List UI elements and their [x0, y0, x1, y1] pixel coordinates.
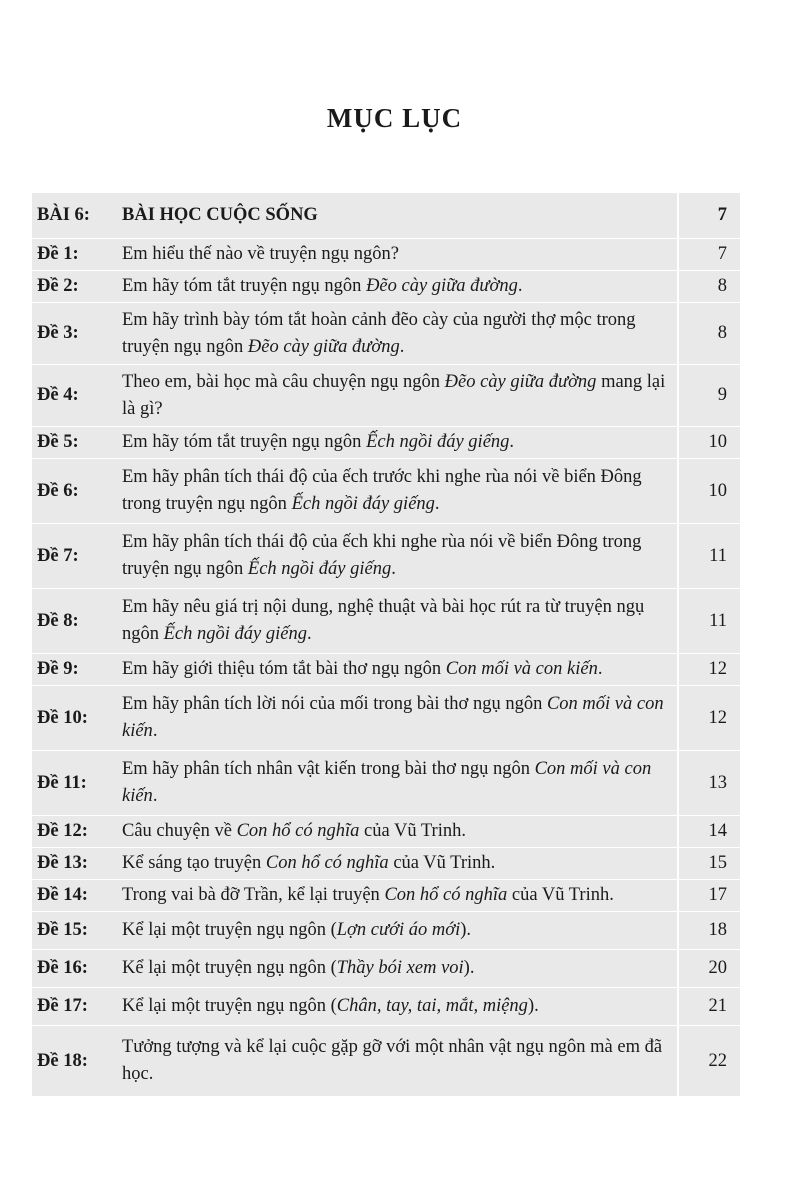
- toc-entry-row: [32, 365, 740, 427]
- toc-title-text: Em hãy phân tích nhân vật kiến trong bài thơ ngụ ngôn: [122, 759, 535, 779]
- toc-entry-row: [32, 848, 740, 880]
- toc-entry-title: [122, 686, 679, 750]
- toc-title-italic: Con mối và con kiến: [445, 659, 598, 679]
- toc-title-italic: Lợn cưới áo mới: [336, 920, 461, 940]
- toc-title-text: ).: [460, 920, 472, 940]
- toc-entry-label: Đề 6:: [37, 480, 79, 501]
- toc-title-text: .: [597, 659, 603, 679]
- toc-entry-row: [32, 239, 740, 271]
- toc-entry-label: Đề 2:: [37, 276, 79, 296]
- toc-entry-row: [32, 459, 740, 524]
- toc-entry-label: Đề 16:: [37, 958, 88, 978]
- toc-page-number: 11: [709, 610, 727, 631]
- toc-title-text: Kể lại một truyện ngụ ngôn (: [122, 996, 337, 1016]
- toc-title-italic: Ếch ngồi đáy giếng: [291, 494, 435, 514]
- toc-title-text: Em hãy phân tích lời nói của mối trong bài thơ ngụ ngôn: [122, 694, 547, 714]
- toc-title-text: .: [152, 786, 158, 806]
- toc-entry-label: Đề 11:: [37, 772, 87, 793]
- toc-title-text: của Vũ Trinh.: [359, 821, 466, 841]
- toc-title-text: .: [434, 494, 440, 514]
- toc-title-italic: Ếch ngồi đáy giếng: [163, 624, 307, 644]
- toc-title-italic: Đẽo cày giữa đường: [247, 336, 400, 357]
- toc-entry-label: Đề 3:: [37, 323, 79, 343]
- toc-title-italic: Ếch ngồi đáy giếng: [366, 432, 510, 452]
- toc-title-text: .: [306, 624, 312, 644]
- toc-page-number: 18: [708, 920, 727, 940]
- toc-entry-label: Đề 9:: [37, 659, 79, 679]
- toc-title-text: Kể lại một truyện ngụ ngôn (: [122, 920, 337, 940]
- toc-entry-title: [122, 193, 679, 238]
- toc-entry-label: Đề 4:: [37, 385, 79, 405]
- toc-title-text: Em hãy trình bày tóm tắt hoàn cảnh đẽo cày của người thợ mộc trong truyện ngụ ngôn: [122, 309, 636, 357]
- toc-entry-row: [32, 524, 740, 589]
- toc-entry-row: [32, 686, 740, 751]
- toc-entry-title: [122, 1026, 679, 1096]
- toc-title-text: .: [152, 721, 158, 741]
- toc-table: [32, 193, 740, 1096]
- toc-title-text: .: [399, 336, 405, 357]
- toc-entry-title: [122, 912, 679, 949]
- toc-title-italic: Chân, tay, tai, mắt, miệng: [336, 996, 528, 1016]
- toc-entry-label: BÀI 6:: [37, 205, 90, 225]
- toc-title-italic: Con mối và con kiến: [122, 759, 652, 806]
- toc-page-number: 13: [708, 772, 727, 793]
- toc-page-number: 11: [709, 545, 727, 566]
- toc-entry-title: [122, 524, 679, 588]
- toc-title-italic: Con hổ có nghĩa: [384, 885, 508, 905]
- toc-title-text: ).: [527, 996, 539, 1016]
- toc-entry-label: Đề 10:: [37, 707, 88, 728]
- toc-entry-title: [122, 459, 679, 523]
- toc-title-italic: Con mối và con kiến: [122, 694, 664, 741]
- toc-page-number: 10: [708, 480, 727, 501]
- toc-entry-row: [32, 988, 740, 1026]
- toc-title-text: Em hãy giới thiệu tóm tắt bài thơ ngụ ngôn: [122, 659, 446, 679]
- toc-entry-row: [32, 880, 740, 912]
- toc-title-text: Trong vai bà đỡ Trần, kể lại truyện: [122, 885, 385, 905]
- toc-page-number: 14: [708, 821, 727, 841]
- toc-entry-title: [122, 988, 679, 1025]
- toc-entry-title: [122, 848, 679, 879]
- toc-page-number: 9: [717, 385, 727, 405]
- toc-entry-label: Đề 13:: [37, 853, 88, 873]
- toc-entry-title: [122, 427, 679, 458]
- toc-title-italic: Thầy bói xem voi: [336, 958, 464, 978]
- toc-entry-label: Đề 7:: [37, 545, 79, 566]
- toc-title-italic: Đẽo cày giữa đường: [444, 371, 597, 392]
- toc-page-number: 7: [717, 205, 727, 225]
- toc-title-text: .: [509, 432, 515, 452]
- toc-entry-label: Đề 5:: [37, 432, 79, 452]
- toc-entry-row: [32, 654, 740, 686]
- toc-entry-label: Đề 17:: [37, 996, 88, 1016]
- toc-title-italic: Đẽo cày giữa đường: [366, 276, 518, 296]
- toc-entry-row: [32, 1026, 740, 1096]
- toc-page-number: 8: [717, 276, 727, 296]
- toc-entry-title: [122, 654, 679, 685]
- toc-page-number: 17: [708, 885, 727, 905]
- toc-section-row: [32, 193, 740, 239]
- toc-entry-row: [32, 912, 740, 950]
- toc-entry-title: [122, 365, 679, 426]
- toc-title-text: Em hiểu thế nào về truyện ngụ ngôn?: [122, 244, 399, 264]
- toc-title-text: của Vũ Trinh.: [507, 885, 614, 905]
- toc-entry-title: [122, 751, 679, 815]
- toc-entry-title: [122, 816, 679, 847]
- toc-page-number: 21: [708, 996, 727, 1016]
- toc-entry-row: [32, 950, 740, 988]
- toc-page-number: 12: [708, 707, 727, 728]
- toc-title-text: của Vũ Trinh.: [388, 853, 496, 873]
- toc-entry-label: Đề 18:: [37, 1050, 88, 1071]
- toc-page-number: 7: [717, 244, 727, 264]
- toc-title-text: BÀI HỌC CUỘC SỐNG: [122, 205, 318, 225]
- toc-entry-label: Đề 12:: [37, 821, 88, 841]
- toc-entry-title: [122, 950, 679, 987]
- toc-title-text: Em hãy tóm tắt truyện ngụ ngôn: [122, 276, 367, 296]
- toc-entry-label: Đề 8:: [37, 610, 79, 631]
- toc-title-text: .: [517, 276, 523, 296]
- toc-entry-row: [32, 427, 740, 459]
- toc-title-text: Em hãy nêu giá trị nội dung, nghệ thuật và bài học rút ra từ truyện ngụ ngôn: [122, 597, 645, 644]
- toc-entry-row: [32, 271, 740, 303]
- toc-entry-row: [32, 589, 740, 654]
- toc-title-text: Em hãy phân tích thái độ của ếch trước khi nghe rùa nói về biển Đông trong truyện ngụ ngôn: [122, 467, 642, 514]
- page-title: MỤC LỤC: [326, 103, 463, 133]
- toc-title-text: Tưởng tượng và kể lại cuộc gặp gỡ với một nhân vật ngụ ngôn mà em đã học.: [122, 1037, 663, 1084]
- toc-entry-title: [122, 303, 679, 364]
- toc-title-italic: Ếch ngồi đáy giếng: [247, 559, 392, 579]
- toc-entry-title: [122, 589, 679, 653]
- toc-entry-title: [122, 239, 679, 270]
- toc-title-text: ).: [463, 958, 475, 978]
- toc-title-text: Câu chuyện về: [122, 821, 237, 841]
- toc-entry-title: [122, 880, 679, 911]
- toc-page-number: 20: [708, 958, 727, 978]
- toc-title-text: Kể sáng tạo truyện: [122, 853, 266, 873]
- toc-title-text: Em hãy phân tích thái độ của ếch khi nghe rùa nói về biển Đông trong truyện ngụ ngôn: [122, 532, 642, 579]
- toc-page-number: 15: [708, 853, 727, 873]
- toc-page-number: 22: [708, 1050, 727, 1071]
- toc-entry-title: [122, 271, 679, 302]
- toc-entry-label: Đề 15:: [37, 920, 88, 940]
- toc-entry-row: [32, 751, 740, 816]
- toc-entry-row: [32, 816, 740, 848]
- toc-title-text: .: [391, 559, 396, 579]
- toc-entry-label: Đề 1:: [37, 244, 79, 264]
- toc-title-text: mang lại là gì?: [122, 371, 666, 419]
- toc-title-text: Theo em, bài học mà câu chuyện ngụ ngôn: [122, 371, 445, 392]
- toc-entry-row: [32, 303, 740, 365]
- toc-title-italic: Con hổ có nghĩa: [265, 853, 389, 873]
- toc-page-number: 8: [717, 323, 727, 343]
- toc-title-italic: Con hổ có nghĩa: [236, 821, 360, 841]
- toc-page-number: 12: [708, 659, 727, 679]
- toc-title-text: Em hãy tóm tắt truyện ngụ ngôn: [122, 432, 367, 452]
- toc-title-text: Kể lại một truyện ngụ ngôn (: [122, 958, 337, 978]
- toc-page-number: 10: [708, 432, 727, 452]
- toc-entry-label: Đề 14:: [37, 885, 88, 905]
